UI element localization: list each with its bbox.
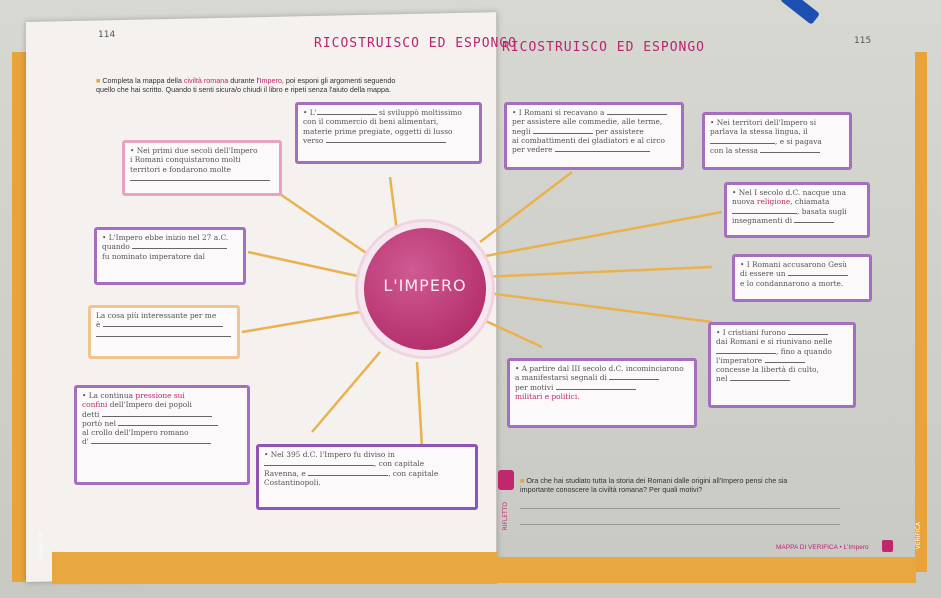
connector-inizio [248,252,362,277]
box-text: per vedere [512,145,553,155]
right-page-title: RICOSTRUISCO ED ESPONGO [502,40,706,55]
reflect-question [520,476,850,494]
box-text: • La continua [82,391,136,400]
connector-svago [480,172,572,242]
box-text: a manifestarsi segnali di [515,373,607,383]
bullet-icon: ■ [96,76,101,85]
box-text: verso [303,135,324,145]
left-page-title: RICOSTRUISCO ED ESPONGO [314,36,518,51]
box-text: • I Romani accusarono Gesù [740,260,847,269]
connector-commercio [390,177,397,232]
answer-blank[interactable] [132,248,227,249]
answer-blank[interactable] [118,425,218,426]
connector-primi-secoli [277,192,372,257]
box-text: di essere un [740,269,786,279]
box-text: • L' [303,108,317,117]
map-box-religione [724,182,870,238]
box-text: i Romani conquistarono molti [130,155,241,165]
box-text-highlight: religione [756,197,791,207]
box-text: fu nominato imperatore dal [102,251,205,261]
answer-blank[interactable] [96,336,231,337]
right-side-label: VERIFICA [915,522,922,550]
box-text: con il commercio di beni alimentari, [303,117,439,127]
box-text: , fino a quando [776,346,832,356]
connector-pressione [312,352,380,432]
box-text-highlight: militari e politici. [515,391,580,401]
footer-icon [882,540,893,552]
box-text: per assistere alle commedie, alle terme, [512,117,663,127]
box-text: • Nei territori dell'Impero si [710,118,817,127]
answer-blank[interactable] [607,114,667,115]
connector-gesu [480,267,712,277]
box-text: dell'Impero dei popoli [107,400,192,410]
instruction-line-2: quello che hai scritto. Quando ti senti sicura/o chiudi il libro e ripeti senza l'aiuto della mappa. [96,85,392,94]
answer-blank[interactable] [765,362,805,363]
instruction-text-post: , poi esponi gli argomenti seguendo [281,76,396,85]
box-text: • I Romani si recavano a [512,108,605,117]
connector-diviso [417,362,422,447]
map-box-pressione [74,385,250,485]
box-text: concesse la libertà di culto, [716,365,819,375]
reflect-label: RIFLETTO [502,502,509,531]
answer-line[interactable] [520,508,840,509]
connector-religione [480,212,722,257]
reflect-text: Ora che hai studiato tutta la storia dei Romani dalle origini all'Impero pensi che sia [526,476,788,485]
map-box-svago [504,102,684,170]
answer-blank[interactable] [103,326,223,327]
map-box-inizio [94,227,246,285]
box-text: , basata sugli [797,206,847,216]
box-text: materie prime pregiate, oggetti di lusso [303,126,453,136]
box-text: al crollo dell'Impero romano [82,428,189,438]
box-text: Costantinopoli. [264,477,321,487]
answer-line[interactable] [520,524,840,525]
box-text: • A partire dal III secolo d.C. incominciarono [515,364,684,373]
map-box-diviso [256,444,478,510]
reflect-text: importante conoscere la civiltà romana? Per quali motivi? [520,485,703,494]
answer-blank[interactable] [760,152,820,153]
answer-blank[interactable] [788,275,848,276]
map-box-commercio [295,102,482,164]
open-book [12,12,927,590]
box-text: negli [512,126,531,136]
box-text: è [96,320,101,330]
left-page-number: 114 [98,30,116,40]
instruction-highlight: civiltà romana [183,76,229,85]
box-text: nel [716,374,728,384]
box-text: , e si pagava [775,136,822,146]
answer-blank[interactable] [788,334,828,335]
box-text: territori e fondarono molte [130,164,231,174]
box-text: , con capitale [374,459,425,469]
box-text: quando [102,242,130,252]
map-box-interessante [88,305,240,359]
map-box-crisi [507,358,697,428]
left-side-label: VERIFICA [38,532,45,560]
answer-blank[interactable] [264,465,374,466]
instruction-text-mid: durante l' [228,76,260,85]
box-text: nuova [732,197,757,207]
box-text: insegnamenti di [732,215,793,225]
map-box-cristiani [708,322,856,408]
map-box-primi-secoli [122,140,282,196]
box-text: per assistere [595,126,644,136]
box-text: • L'Impero ebbe inizio nel 27 a.C. [102,233,229,242]
box-text: dai Romani e si riunivano nelle [716,337,833,347]
footer-text: MAPPA DI VERIFICA • L'Impero [776,544,869,551]
box-text: La cosa più interessante per me [96,311,217,320]
box-text: • I cristiani furono [716,328,786,337]
answer-blank[interactable] [102,416,212,417]
answer-blank[interactable] [730,380,790,381]
answer-blank[interactable] [716,353,776,354]
box-text-highlight: pressione sui [135,391,185,400]
bullet-icon: ■ [520,476,525,485]
instruction-text: Completa la mappa della [102,76,184,85]
answer-blank[interactable] [317,114,377,115]
connector-cristiani [480,292,712,322]
connector-crisi [477,317,542,347]
box-text: , chiamata [790,197,830,207]
box-text: • Nel 395 d.C. l'Impero fu diviso in [264,450,395,459]
answer-blank[interactable] [794,222,834,223]
impero-center-circle [358,222,492,356]
answer-blank[interactable] [533,133,593,134]
box-text: d' [82,437,89,447]
box-text: ai combattimenti dei gladiatori e al circo [512,135,665,145]
box-text: , con capitale [388,468,439,478]
answer-blank[interactable] [555,151,650,152]
answer-blank[interactable] [308,475,388,476]
box-text: • Nel I secolo d.C. nacque una [732,188,847,197]
box-text: con la stessa [710,145,758,155]
center-label: L'IMPERO [383,276,467,295]
instruction-highlight-2: Impero [259,76,282,85]
reflect-icon [498,470,514,490]
connector-interessante [242,312,360,332]
answer-blank[interactable] [130,180,270,181]
answer-blank[interactable] [710,143,775,144]
answer-blank[interactable] [732,213,797,214]
box-text: si sviluppò moltissimo [376,108,462,117]
box-text: l'imperatore [716,355,763,365]
box-text: Ravenna, e [264,468,306,478]
box-text: e lo condannarono a morte. [740,278,844,288]
right-page-number: 115 [854,36,872,46]
map-box-gesu [732,254,872,302]
box-text: per motivi [515,382,554,392]
box-text: • Nei primi due secoli dell'Impero [130,146,258,155]
answer-blank[interactable] [556,389,636,390]
answer-blank[interactable] [91,443,211,444]
box-text: parlava la stessa lingua, il [710,127,808,137]
map-box-lingua [702,112,852,170]
box-text: detti [82,409,100,419]
box-text: portò nel [82,418,116,428]
answer-blank[interactable] [609,379,659,380]
box-text-highlight: confini [82,400,108,410]
answer-blank[interactable] [326,142,446,143]
